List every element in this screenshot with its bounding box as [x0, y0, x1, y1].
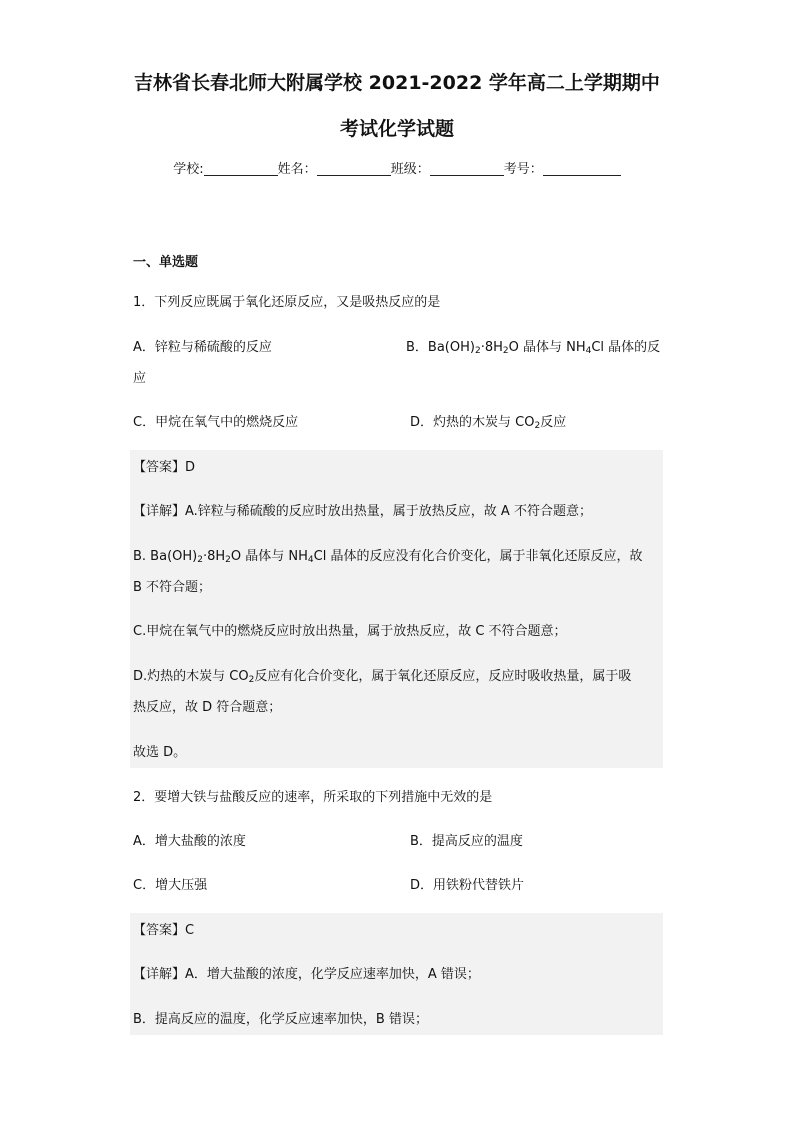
q1-detail-d: D.灼热的木炭与 $CO_2$反应有化合价变化，属于氧化还原反应，反应时吸收热量，属于吸 [133, 669, 632, 685]
q1-detail-d-wrap: 热反应，故 D 符合题意； [133, 700, 282, 715]
student-info-row [0, 158, 794, 177]
q2-answer: 【答案】C [133, 923, 195, 938]
q1-detail-b: B. $Ba(OH)_2\cdot 8H_2O$ 晶体与 $NH_4Cl$ 晶体的反应没有化合价变化，属于非氧化还原反应，故 [133, 549, 643, 565]
q2-option-a: A．增大盐酸的浓度 [133, 834, 246, 849]
q1-option-b-wrap: 应 [133, 371, 147, 386]
section-heading: 一、单选题 [133, 255, 199, 270]
q1-option-a: A．锌粒与稀硫酸的反应 [133, 340, 272, 355]
name-blank[interactable] [317, 161, 391, 176]
q2-option-b: B．提高反应的温度 [410, 834, 523, 849]
q1-option-c: C．甲烷在氧气中的燃烧反应 [133, 415, 299, 430]
document-title-line1: 吉林省长春北师大附属学校 2021-2022 学年高二上学期期中 [134, 72, 660, 94]
q2-option-d: D．用铁粉代替铁片 [410, 878, 525, 893]
q1-conclusion: 故选 D。 [133, 745, 187, 760]
q1-answer: 【答案】D [133, 460, 196, 475]
q2-option-c: C．增大压强 [133, 878, 208, 893]
q2-stem: 2．要增大铁与盐酸反应的速率，所采取的下列措施中无效的是 [133, 790, 493, 805]
school-blank[interactable] [204, 161, 278, 176]
q1-answer-box [130, 450, 663, 768]
q1-option-d: D．灼热的木炭与 $CO_2$反应 [410, 415, 567, 431]
q1-option-b: B．$Ba(OH)_2\cdot 8H_2O$ 晶体与 $NH_4Cl$ 晶体的反 [406, 340, 661, 356]
q2-detail-a: 【详解】A．增大盐酸的浓度，化学反应速率加快，A 错误； [133, 967, 480, 982]
id-label: 考号： [503, 162, 543, 177]
q1-detail-c: C.甲烷在氧气中的燃烧反应时放出热量，属于放热反应，故 C 不符合题意； [133, 624, 567, 639]
class-blank[interactable] [430, 161, 504, 176]
q1-stem: 1．下列反应既属于氧化还原反应，又是吸热反应的是 [133, 295, 441, 310]
class-label: 班级： [390, 162, 430, 177]
name-label: 姓名： [277, 162, 317, 177]
q1-detail-b-wrap: B 不符合题； [133, 580, 212, 595]
document-title-line2: 考试化学试题 [339, 118, 454, 140]
q2-detail-b: B．提高反应的温度，化学反应速率加快，B 错误； [133, 1012, 428, 1027]
q1-detail-a: 【详解】A.锌粒与稀硫酸的反应时放出热量，属于放热反应，故 A 不符合题意； [133, 504, 592, 519]
school-label: 学校: [173, 162, 204, 177]
id-blank[interactable] [543, 161, 621, 176]
